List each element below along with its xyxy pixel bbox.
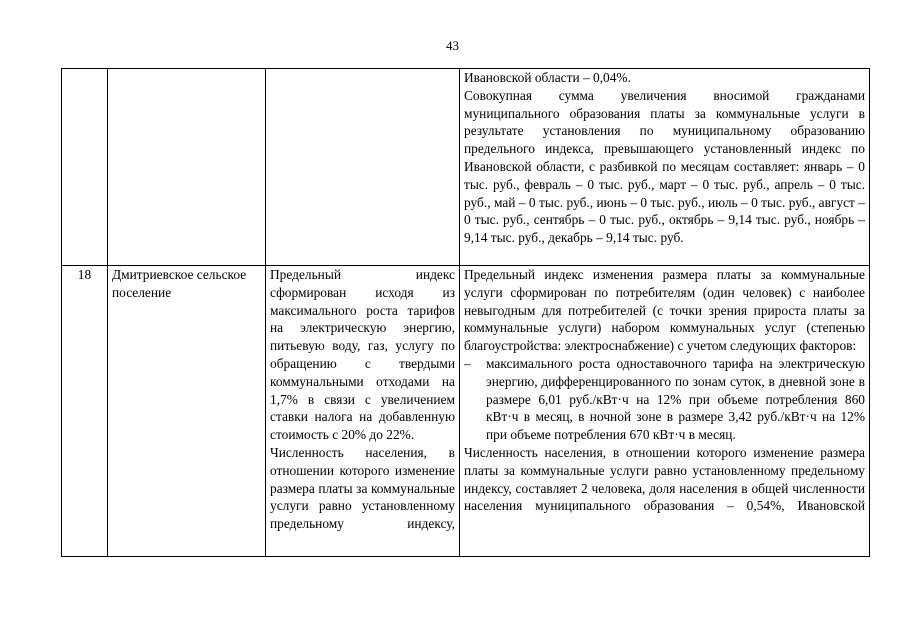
settlement-cell: Дмитриевское сельское поселение xyxy=(108,266,266,557)
description-cell xyxy=(460,69,870,266)
factor-item: – максимального роста одноставочного тарифа на электрическую энергию, дифференцированного по зонам суток, в дневной зоне в размере 6,01 руб./кВт·ч на 12% при объеме потребления 860 кВт·ч в месяц, в ночной зоне в размере 3,42 руб./кВт·ч на 12% при объеме потребления 670 кВт·ч в месяц. xyxy=(464,355,865,444)
description-intro: Предельный индекс изменения размера платы за коммунальные услуги сформирован по потребителям (один человек) с наиболее невыгодным для потребителей (с точки зрения прироста платы за коммунальные услуги) набором коммунальных услуг (степенью благоустройства: электроснабжение) с учетом следующих факторов: xyxy=(464,267,865,354)
description-outro: Численность населения, в отношении которого изменение размера платы за коммунальные услуги равно установленному предельному индексу, составляет 2 человека, доля населения в общей численности населения муниципального образования – 0,54%, Ивановской xyxy=(464,444,865,514)
settlement-cell xyxy=(108,69,266,266)
data-table xyxy=(61,68,870,557)
description-paragraph: Ивановской области – 0,04%. xyxy=(464,70,631,85)
basis-cell xyxy=(266,266,460,557)
row-number-cell: 18 xyxy=(62,266,108,557)
factors-list xyxy=(464,355,865,444)
basis-paragraph: Численность населения, в отношении которого изменение размера платы за коммунальные услуги равно установленному предельному индексу, xyxy=(270,444,455,532)
basis-cell xyxy=(266,69,460,266)
description-paragraph: Совокупная сумма увеличения вносимой гражданами муниципального образования платы за коммунальные услуги в результате установления по муниципальному образованию предельного индекса, превышающего установленный индекс по Ивановской области, с разбивкой по месяцам составляет: январь – 0 тыс. руб., февраль – 0 тыс. руб., март – 0 тыс. руб., апрель – 0 тыс. руб., май – 0 тыс. руб., июнь – 0 тыс. руб., июль – 0 тыс. руб., август – 0 тыс. руб., сентябрь – 0 тыс. руб., октябрь – 9,14 тыс. руб., ноябрь – 9,14 тыс. руб., декабрь – 9,14 тыс. руб. xyxy=(464,87,865,246)
table-row xyxy=(62,266,870,557)
basis-paragraph: Предельный индекс сформирован исходя из максимального роста тарифов на электрическую энергию, питьевую воду, газ, услугу по обращению с твердыми коммунальными отходами на 1,7% в связи с увеличением ставки налога на добавленную стоимость с 20% до 22%. xyxy=(270,267,455,443)
description-cell xyxy=(460,266,870,557)
table-row xyxy=(62,69,870,266)
row-number-cell xyxy=(62,69,108,266)
page-number: 43 xyxy=(446,38,459,53)
